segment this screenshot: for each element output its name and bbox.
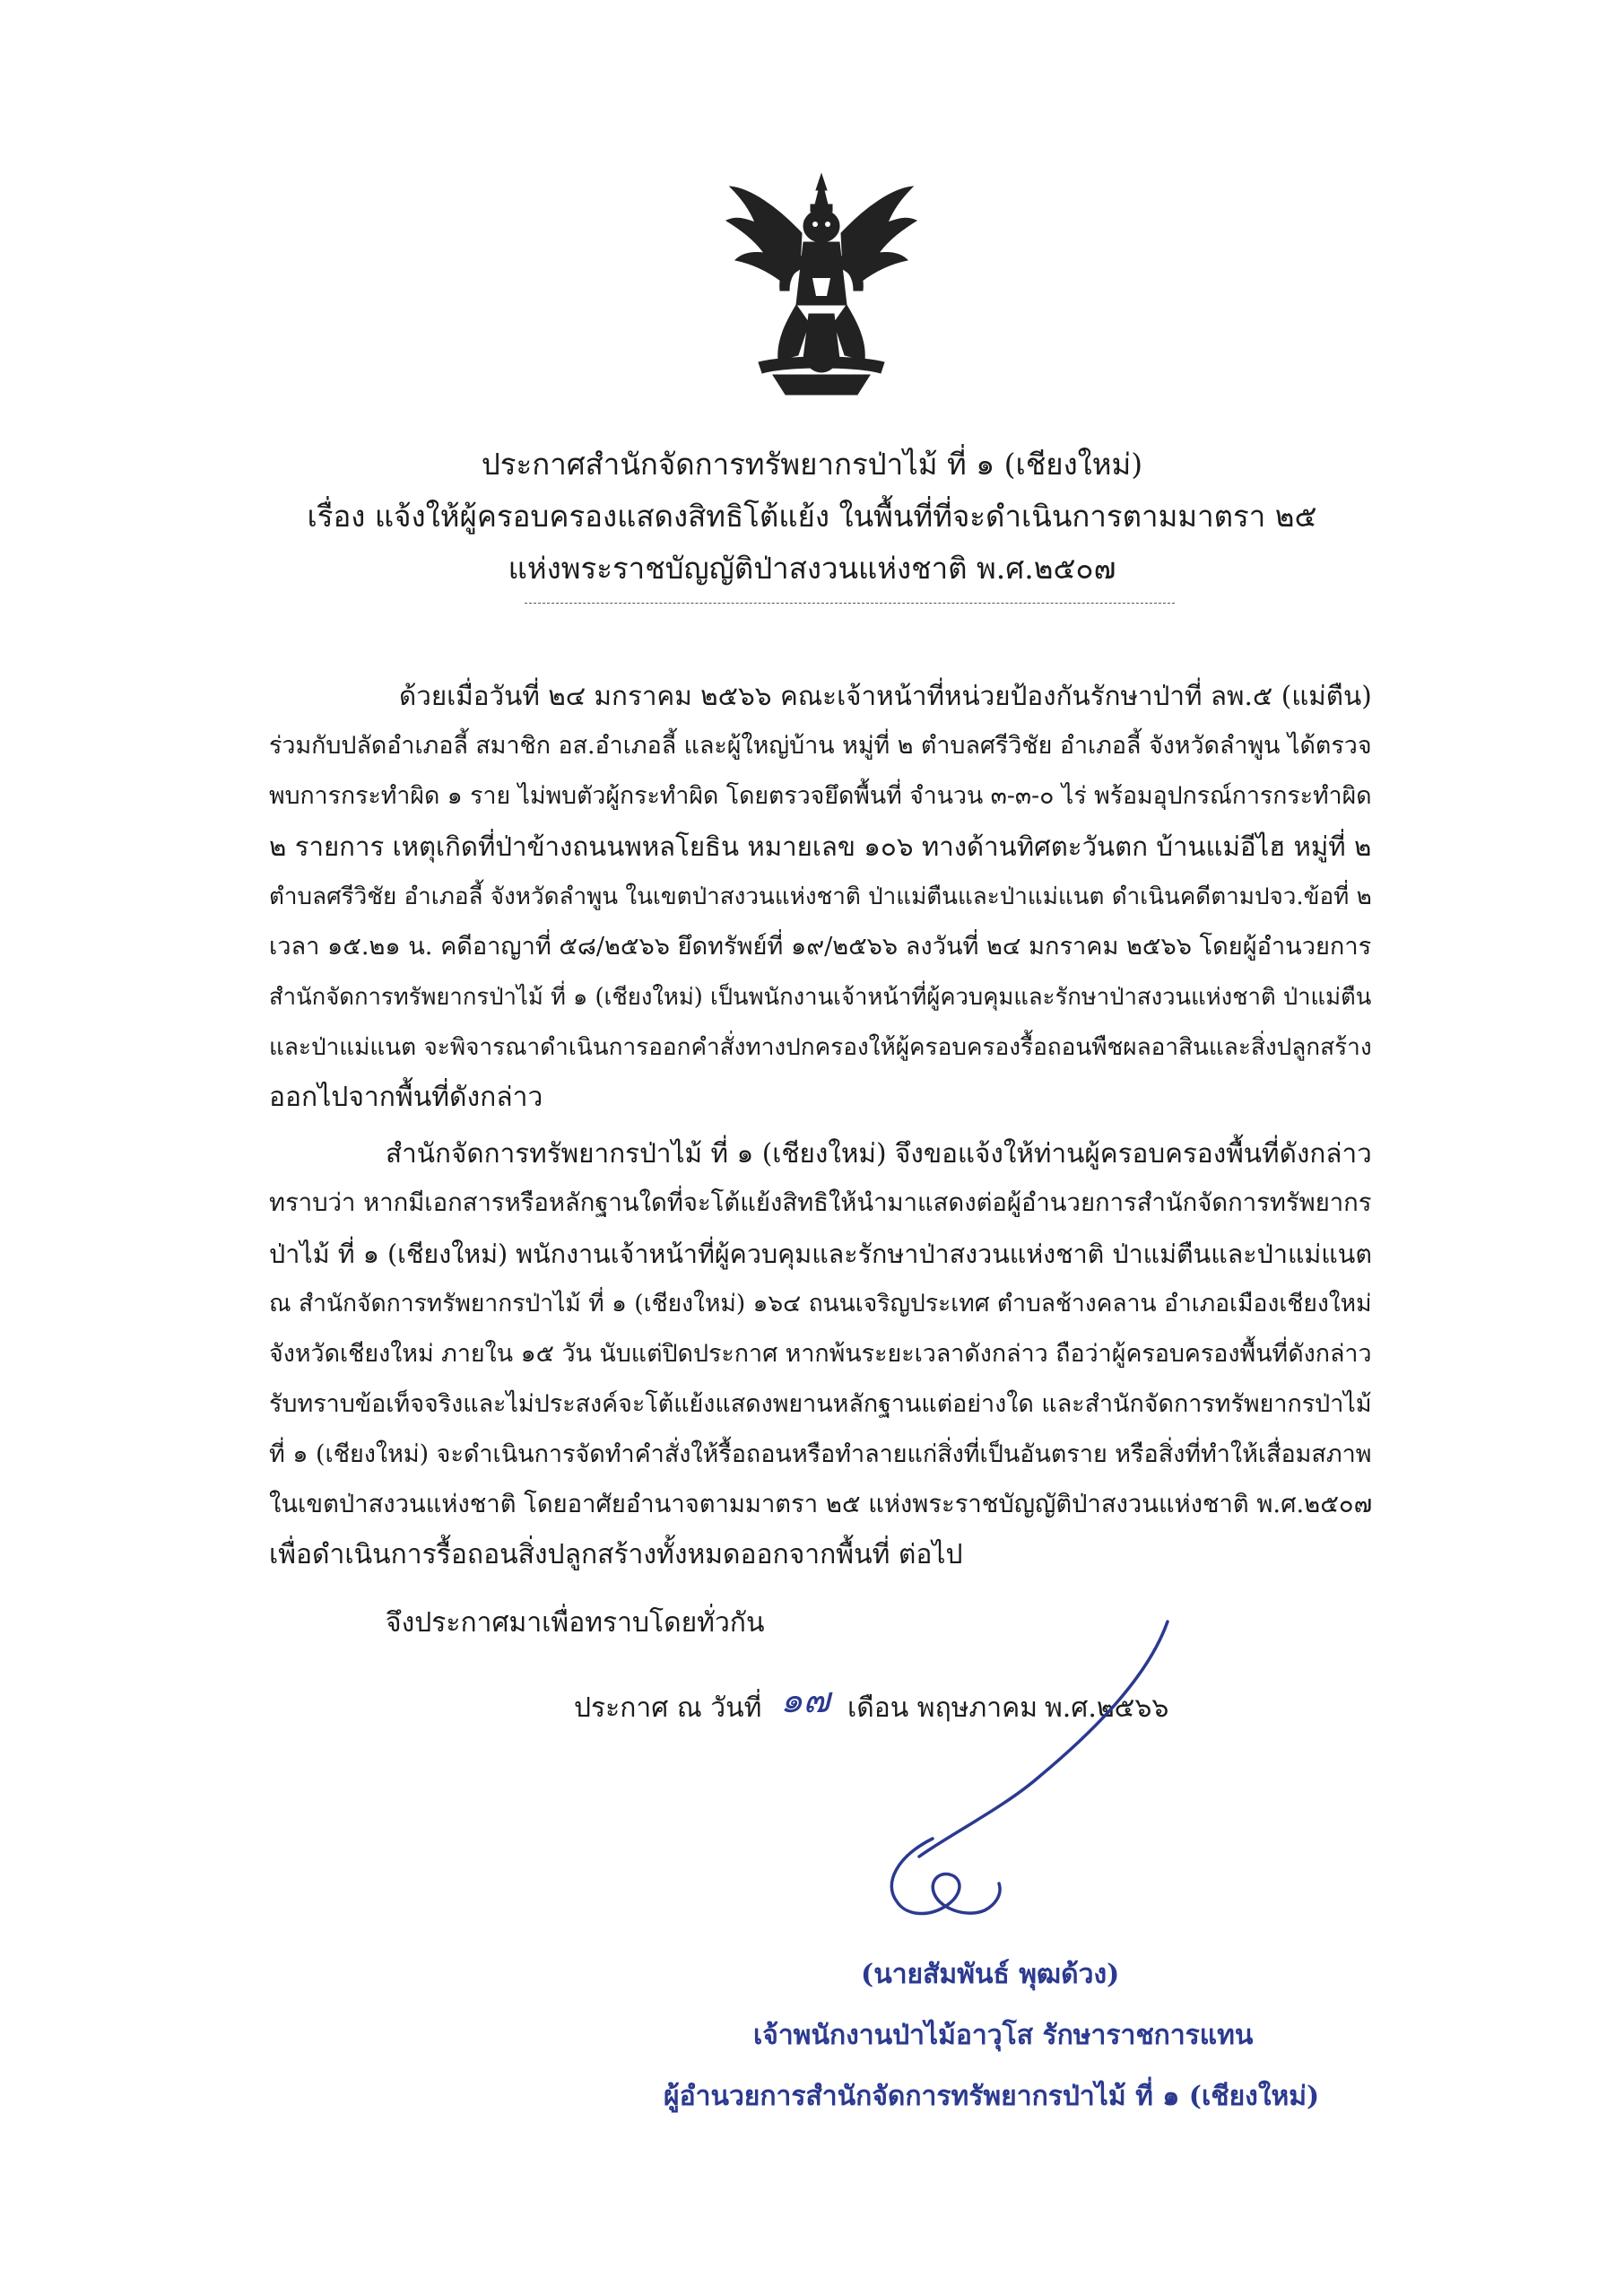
paragraph-1-line: และป่าแม่แนต จะพิจารณาดำเนินการออกคำสั่งทางปกครองให้ผู้ครอบครองรื้อถอนพืชผลอาสินและสิ่งปลูกสร้าง bbox=[269, 1034, 1372, 1061]
closing-statement: จึงประกาศมาเพื่อทราบโดยทั่วกัน bbox=[386, 1607, 765, 1639]
paragraph-1-line: ตำบลศรีวิชัย อำเภอลี้ จังหวัดลำพูน ในเขตป่าสงวนแห่งชาติ ป่าแม่ตืนและป่าแม่แนต ดำเนินคดีตามปจว.ข้อที่ ๒ bbox=[269, 883, 1372, 910]
paragraph-1-line: ออกไปจากพื้นที่ดังกล่าว bbox=[269, 1082, 543, 1113]
paragraph-1-line: พบการกระทำผิด ๑ ราย ไม่พบตัวผู้กระทำผิด โดยตรวจยึดพื้นที่ จำนวน ๓-๓-๐ ไร่ พร้อมอุปกรณ์การกระทำผิด bbox=[269, 782, 1372, 810]
paragraph-2-line: ที่ ๑ (เชียงใหม่) จะดำเนินการจัดทำคำสั่งให้รื้อถอนหรือทำลายแก่สิ่งที่เป็นอันตราย หรือสิ่งที่ทำให้เสื่อมสภาพ bbox=[269, 1440, 1372, 1468]
signatory-position: เจ้าพนักงานป่าไม้อาวุโส รักษาราชการแทน bbox=[753, 2020, 1254, 2051]
title-line-2: เรื่อง แจ้งให้ผู้ครอบครองแสดงสิทธิโต้แย้ง ในพื้นที่ที่จะดำเนินการตามมาตรา ๒๕ bbox=[307, 499, 1317, 534]
handwritten-signature bbox=[879, 1614, 1202, 1937]
paragraph-1-line: สำนักจัดการทรัพยากรป่าไม้ ที่ ๑ (เชียงใหม่) เป็นพนักงานเจ้าหน้าที่ผู้ควบคุมและรักษาป่าสงวนแห่งชาติ ป่าแม่ตืน bbox=[269, 984, 1372, 1011]
paragraph-1-line: ด้วยเมื่อวันที่ ๒๔ มกราคม ๒๕๖๖ คณะเจ้าหน้าที่หน่วยป้องกันรักษาป่าที่ ลพ.๕ (แม่ตืน) bbox=[399, 681, 1372, 711]
paragraph-1-line: เวลา ๑๕.๒๑ น. คดีอาญาที่ ๕๘/๒๕๖๖ ยึดทรัพย์ที่ ๑๙/๒๕๖๖ ลงวันที่ ๒๔ มกราคม ๒๕๖๖ โดยผู้อำนวยการ bbox=[269, 933, 1372, 961]
date-prefix: ประกาศ ณ วันที่ bbox=[574, 1692, 762, 1724]
paragraph-1-line: ๒ รายการ เหตุเกิดที่ป่าข้างถนนพหลโยธิน หมายเลข ๑๐๖ ทางด้านทิศตะวันตก บ้านแม่อีไฮ หมู่ที่ ๒ bbox=[269, 831, 1372, 862]
signatory-name: (นายสัมพันธ์ พุฒด้วง) bbox=[861, 1959, 1120, 1990]
announcement-title bbox=[269, 444, 1355, 589]
garuda-emblem-icon bbox=[723, 170, 920, 399]
paragraph-2-line: รับทราบข้อเท็จจริงและไม่ประสงค์จะโต้แย้งแสดงพยานหลักฐานแต่อย่างใด และสำนักจัดการทรัพยากรป่าไม้ bbox=[269, 1390, 1372, 1418]
title-line-3: แห่งพระราชบัญญัติป่าสงวนแห่งชาติ พ.ศ.๒๕๐๗ bbox=[508, 551, 1116, 586]
paragraph-2-line: ทราบว่า หากมีเอกสารหรือหลักฐานใดที่จะโต้แย้งสิทธิให้นำมาแสดงต่อผู้อำนวยการสำนักจัดการทรัพยากร bbox=[269, 1189, 1372, 1217]
paragraph-2-line: ในเขตป่าสงวนแห่งชาติ โดยอาศัยอำนาจตามมาตรา ๒๕ แห่งพระราชบัญญัติป่าสงวนแห่งชาติ พ.ศ.๒๕๐๗ bbox=[269, 1491, 1373, 1518]
date-month: เดือน พฤษภาคม bbox=[847, 1692, 1038, 1724]
paragraph-2-line: ป่าไม้ ที่ ๑ (เชียงใหม่) พนักงานเจ้าหน้าที่ผู้ควบคุมและรักษาป่าสงวนแห่งชาติ ป่าแม่ตืนและป่าแม่แนต bbox=[269, 1239, 1372, 1269]
paragraph-1-line: ร่วมกับปลัดอำเภอลี้ สมาชิก อส.อำเภอลี้ และผู้ใหญ่บ้าน หมู่ที่ ๒ ตำบลศรีวิชัย อำเภอลี้ จังหวัดลำพูน ได้ตรวจ bbox=[269, 732, 1372, 760]
paragraph-2-line: เพื่อดำเนินการรื้อถอนสิ่งปลูกสร้างทั้งหมดออกจากพื้นที่ ต่อไป bbox=[269, 1539, 963, 1570]
date-day-handwritten: ๑๗ bbox=[780, 1680, 830, 1721]
paragraph-2-line: สำนักจัดการทรัพยากรป่าไม้ ที่ ๑ (เชียงใหม่) จึงขอแจ้งให้ท่านผู้ครอบครองพื้นที่ดังกล่าว bbox=[386, 1137, 1372, 1169]
paragraph-2-line: ณ สำนักจัดการทรัพยากรป่าไม้ ที่ ๑ (เชียงใหม่) ๑๖๔ ถนนเจริญประเทศ ตำบลช้างคลาน อำเภอเมืองเชียงใหม่ bbox=[269, 1290, 1372, 1318]
date-year: พ.ศ.๒๕๖๖ bbox=[1045, 1692, 1169, 1724]
title-divider bbox=[525, 603, 1175, 604]
signatory-acting-title: ผู้อำนวยการสำนักจัดการทรัพยากรป่าไม้ ที่ ๑ (เชียงใหม่) bbox=[664, 2081, 1320, 2112]
paragraph-2-line: จังหวัดเชียงใหม่ ภายใน ๑๕ วัน นับแต่ปิดประกาศ หากพ้นระยะเวลาดังกล่าว ถือว่าผู้ครอบครองพื้นที่ดังกล่าว bbox=[269, 1340, 1372, 1368]
title-line-1: ประกาศสำนักจัดการทรัพยากรป่าไม้ ที่ ๑ (เชียงใหม่) bbox=[481, 447, 1143, 482]
